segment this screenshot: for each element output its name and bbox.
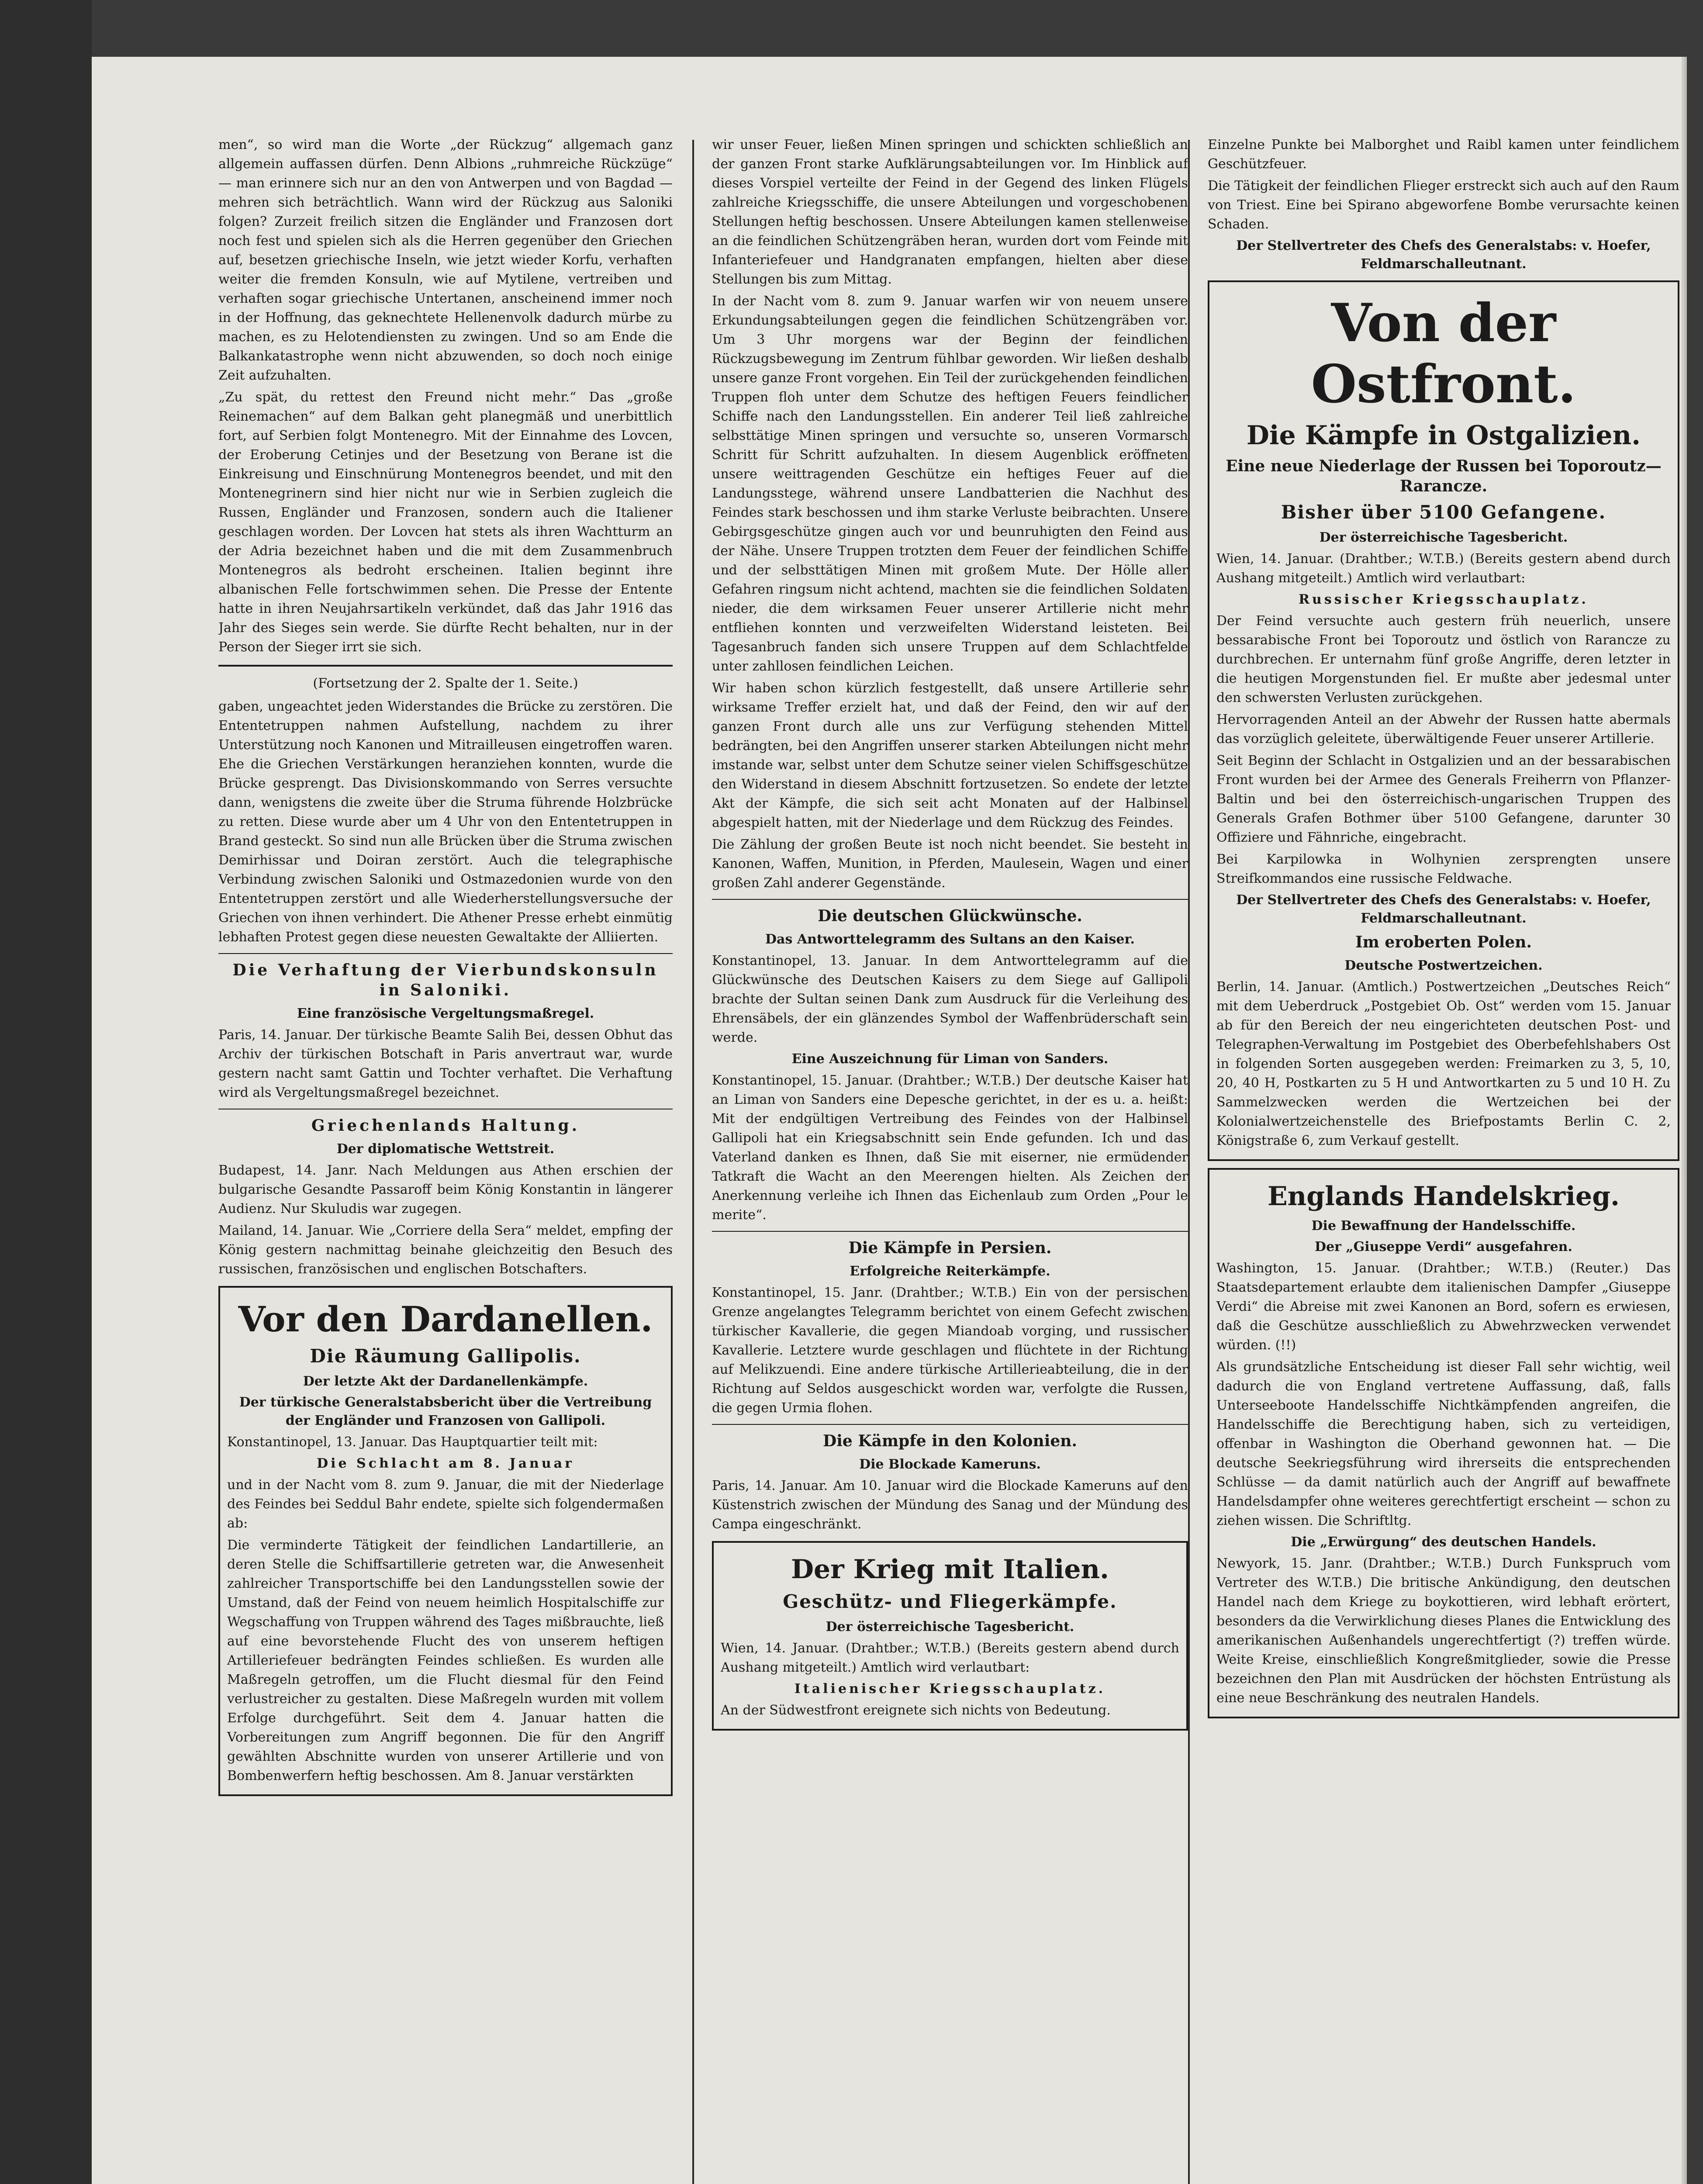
column-1 <box>218 135 673 2184</box>
article-paragraph: men“, so wird man die Worte „der Rückzug“ allgemach ganz allgemein auffassen dürfen. Denn Albions „ruhmreiche Rückzüge“ — man erinnere sich nur an den von Antwerpen und von Bagdad — mehren sich beträchtlich. Wann wird der Rückzug aus Saloniki folgen? Zurzeit freilich sitzen die Engländer und Franzosen dort noch fest und spielen sich als die Herren gegenüber den Griechen auf, besetzen griechische Inseln, wie jetzt wieder Korfu, verhaften weiter die fremden Konsuln, wie auf Mytilene, vertreiben und verhaften sogar griechische Untertanen, anscheinend immer noch in der Hoffnung, das geknechtete Hellenenvolk dadurch mürbe zu machen, es zu Helotendiensten zu zwingen. Und so am Ende die Balkankatastrophe wenn nicht abzuwenden, so doch noch einige Zeit aufzuhalten. <box>218 137 673 383</box>
article-paragraph: Einzelne Punkte bei Malborghet und Raibl kamen unter feindlichem Geschützfeuer. <box>1208 137 1679 172</box>
subheadline: Der diplomatische Wettstreit. <box>336 1141 555 1157</box>
article-paragraph: Paris, 14. Januar. Am 10. Januar wird die Blockade Kameruns auf den Küstenstrich zwischen der Mündung des Sanag und der Mündung des Campa eingeschränkt. <box>712 1478 1188 1532</box>
article-paragraph: Konstantinopel, 15. Januar. (Drahtber.; W.T.B.) Der deutsche Kaiser hat an Liman von Sanders eine Depesche gerichtet, in der es u. a. heißt: Mit der endgültigen Vertreibung des Feindes von der Halbinsel Gallipoli hat ein Kriegsabschnitt sein Ende gefunden. Ich und das Vaterland danken es Ihnen, daß Sie mit eiserner, nie ermüdender Tatkraft die Wacht an den Meerengen hielten. Als Zeichen der Anerkennung verleihe ich Ihnen das Eichenlaub zum Orden „Pour le merite“. <box>712 1073 1188 1223</box>
subheadline: Die Schlacht am 8. Januar <box>317 1456 574 1471</box>
article-paragraph: Wir haben schon kürzlich festgestellt, daß unsere Artillerie sehr wirksame Treffer erzielt hat, und daß der Feind, den wir auf der ganzen Front durch alle uns zur Verfügung stehenden Mittel bedrängten, bei den Angriffen unserer starken Abteilungen nicht mehr imstande war, selbst unter dem Schutze seiner vielen Schiffsgeschütze den Widerstand in diesem Abschnitt fortzusetzen. So endete der letzte Akt der Kämpfe, die sich seit acht Monaten auf der Halbinsel abgespielt hatten, mit der Niederlage und dem Rückzug des Feindes. <box>712 681 1188 830</box>
section-frame-dardanellen <box>218 1286 673 1796</box>
article-paragraph: Newyork, 15. Janr. (Drahtber.; W.T.B.) Durch Funkspruch vom Vertreter des W.T.B.) Die britische Ankündigung, den deutschen Handel nach dem Kriege zu boykottieren, wird lebhaft erörtert, besonders da die Verwirklichung dieses Planes die Entwicklung des amerikanischen Außenhandels ungerechtfertigt (?) treffen würde. Weite Kreise, einschließlich Kongreßmitglieder, sowie die Presse bezeichnen den Plan mit Ausdrücken der höchsten Entrüstung als eine neue Beschränkung des neutralen Handels. <box>1216 1556 1671 1706</box>
section-title: Englands Handelskrieg. <box>1267 1181 1620 1212</box>
headline: Die Kämpfe in Persien. <box>848 1239 1052 1257</box>
article-paragraph: Konstantinopel, 15. Janr. (Drahtber.; W.T.B.) Ein von der persischen Grenze angelangtes Telegramm berichtet von einem Gefecht zwischen türkischer Kavallerie, die gegen Miandoab vorging, und russischer Kavallerie. Letztere wurde geschlagen und flüchtete in der Richtung auf Melikzuendi. Eine andere türkische Artillerieabteilung, die in der Richtung auf Seldos ausgeschickt worden war, verfolgte die Russen, die gegen Urmia flohen. <box>712 1285 1188 1416</box>
article-paragraph: Konstantinopel, 13. Januar. In dem Antworttelegramm auf die Glückwünsche des Deutschen Kaisers zu dem Siege auf Gallipoli brachte der Sultan seinen Dank zum Ausdruck für die Verleihung des Ehrensäbels, der ein glänzendes Symbol der Waffenbrüderschaft sein werde. <box>712 953 1188 1045</box>
headline: Die Verhaftung der Vierbundskonsuln in Saloniki. <box>232 961 659 999</box>
subheadline: Erfolgreiche Reiterkämpfe. <box>850 1264 1050 1279</box>
subheadline: Russischer Kriegsschauplatz. <box>1299 592 1589 607</box>
subheadline: Der österreichische Tagesbericht. <box>826 1619 1074 1635</box>
article-paragraph: Die Zählung der großen Beute ist noch nicht beendet. Sie besteht in Kanonen, Waffen, Munition, in Pferden, Maulesein, Wagen und einer großen Zahl anderer Gegenstände. <box>712 837 1188 891</box>
headline: Eine neue Niederlage der Russen bei Toporoutz—Rarancze. <box>1226 457 1662 495</box>
subheadline: Italienischer Kriegsschauplatz. <box>794 1681 1106 1697</box>
subheadline: Die Bewaffnung der Handelsschiffe. <box>1311 1218 1576 1234</box>
article-paragraph: Berlin, 14. Januar. (Amtlich.) Postwertzeichen „Deutsches Reich“ mit dem Ueberdruck „Postgebiet Ob. Ost“ werden vom 15. Januar ab für den Bereich der neu eingerichteten deutschen Post- und Telegraphen-Verwaltung im Postgebiet des Oberbefehlshabers Ost in folgenden Sorten ausgegeben werden: Freimarken zu 3, 5, 10, 20, 40 H, Postkarten zu 5 H und Antwortkarten zu 5 und 10 H. Zu Sammelzwecken werden die Wertzeichen bei der Kolonialwertzeichenstelle des Briefpostamts Berlin C. 2, Königstraße 6, zum Verkauf gestellt. <box>1216 979 1671 1148</box>
divider <box>218 665 673 667</box>
section-title: Der Krieg mit Italien. <box>791 1554 1109 1585</box>
column-2 <box>712 135 1188 2184</box>
headline: Die Räumung Gallipolis. <box>310 1345 581 1367</box>
column-rule <box>692 140 694 2184</box>
column-3 <box>1208 135 1679 2184</box>
section-frame-ostfront <box>1208 280 1679 1161</box>
headline: Im eroberten Polen. <box>1355 933 1532 951</box>
article-paragraph: Budapest, 14. Janr. Nach Meldungen aus Athen erschien der bulgarische Gesandte Passaroff beim König Konstantin in längerer Audienz. Nur Skuludis war zugegen. <box>218 1163 673 1216</box>
continuation-note: (Fortsetzung der 2. Spalte der 1. Seite.) <box>313 676 578 691</box>
section-frame-england <box>1208 1168 1679 1718</box>
headline: Die deutschen Glückwünsche. <box>818 907 1082 925</box>
article-paragraph: Die verminderte Tätigkeit der feindlichen Landartillerie, an deren Stelle die Schiffsartillerie getreten war, die Anwesenheit zahlreicher Transportschiffe bei den Landungsstellen sowie der Umstand, daß der Feind von neuem heimlich Hospitalschiffe zur Wegschaffung von Truppen während des Tages mißbrauchte, ließ auf eine bevorstehende Flucht des von unserem heftigen Artilleriefeuer bedrängten Feindes schließen. Es wurden alle Maßregeln getroffen, um die Flucht diesmal für den Feind verlustreicher zu gestalten. Diese Maßregeln wurden mit vollem Erfolge durchgeführt. Seit dem 4. Januar hatten die Vorbereitungen zum Angriff begonnen. Die für den Angriff gewählten Abschnitte wurden von unserer Artillerie und von Bombenwerfern heftig beschossen. Am 8. Januar verstärkten <box>227 1538 664 1783</box>
article-paragraph: und in der Nacht vom 8. zum 9. Januar, die mit der Niederlage des Feindes bei Seddul Bahr endete, spielte sich folgendermaßen ab: <box>227 1477 664 1531</box>
headline: Griechenlands Haltung. <box>311 1116 580 1135</box>
newspaper-page <box>92 57 1682 2184</box>
subheadline: Eine französische Vergeltungsmaßregel. <box>297 1006 594 1021</box>
column-rule <box>1188 140 1190 2184</box>
article-paragraph: Hervorragenden Anteil an der Abwehr der Russen hatte abermals das vorzüglich geleitete, überwältigende Feuer unserer Artillerie. <box>1216 712 1671 746</box>
headline: Geschütz- und Fliegerkämpfe. <box>783 1591 1117 1612</box>
subheadline: Der letzte Akt der Dardanellenkämpfe. <box>303 1374 588 1389</box>
article-paragraph: Der Feind versuchte auch gestern früh neuerlich, unsere bessarabische Front bei Toporoutz und östlich von Rarancze zu durchbrechen. Er unternahm fünf große Angriffe, deren letzter in die heutigen Morgenstunden fiel. Er mußte aber jedesmal unter den schwersten Verlusten zurückgehen. <box>1216 613 1671 705</box>
article-paragraph: Washington, 15. Januar. (Drahtber.; W.T.B.) (Reuter.) Das Staatsdepartement erlaubte dem italienischen Dampfer „Giuseppe Verdi“ die Abreise mit zwei Kanonen an Bord, sofern es erwiesen, daß die Geschütze ausschließlich zu Abwehrzwecken verwendet würden. (!!) <box>1216 1261 1671 1353</box>
section-frame-italien <box>712 1541 1188 1731</box>
subheadline: Der türkische Generalstabsbericht über die Vertreibung der Engländer und Franzosen von Gallipoli. <box>239 1395 652 1428</box>
divider <box>218 953 673 954</box>
section-title: Vor den Dardanellen. <box>238 1299 653 1340</box>
article-paragraph: wir unser Feuer, ließen Minen springen und schickten schließlich an der ganzen Front starke Aufklärungsabteilungen vor. Im Hinblick auf dieses Vorspiel verteilte der Feind in der Gegend des linken Flügels zahlreiche Kriegsschiffe, die unsere Abteilungen und vorgeschobenen Stellungen heftig beschossen. Unsere Abteilungen kamen stellenweise an die feindlichen Schützengräben heran, wurden dort vom Feinde mit Infanteriefeuer und Handgranaten empfangen, hielten aber diese Stellungen bis zum Mittag. <box>712 137 1188 287</box>
article-paragraph: In der Nacht vom 8. zum 9. Januar warfen wir von neuem unsere Erkundungsabteilungen gegen die feindlichen Schützengräben vor. Um 3 Uhr morgens war der Beginn der feindlichen Rückzugsbewegung im Zentrum fühlbar geworden. Wir ließen deshalb unsere ganze Front vorgehen. Ein Teil der zurückgehenden feindlichen Truppen floh unter dem Schutze des heftigen Feuers feindlicher Schiffe nach den Landungsstellen. Ein anderer Teil ließ zahlreiche selbsttätige Minen springen und versuchte so, unseren Vormarsch Schritt für Schritt aufzuhalten. In diesem Augenblick eröffneten unsere weittragenden Geschütze ein heftiges Feuer auf die Landungsstege, während unsere Landbatterien die Nachhut des Feindes stark beschossen und ihm starke Verluste beibrachten. Unsere Gebirgsgeschütze gingen auch vor und beunruhigten den Feind aus der Nähe. Unsere Truppen trotzten dem Feuer der feindlichen Schiffe und der selbsttätigen Minen mit großem Mute. Der Hölle aller Gefahren ringsum nicht achtend, machten sie die feindlichen Soldaten nieder, die dem wirksamen Feuer unserer Artillerie nicht mehr entfliehen konnten und verzweifelten Widerstand leisteten. Bei Tagesanbruch fanden sich unsere Truppen auf dem Schlachtfelde unter zahllosen feindlichen Leichen. <box>712 294 1188 674</box>
article-paragraph: Die Tätigkeit der feindlichen Flieger erstreckt sich auch auf den Raum von Triest. Eine bei Spirano abgeworfene Bombe verursachte keinen Schaden. <box>1208 178 1679 232</box>
subheadline: Die Blockade Kameruns. <box>859 1457 1041 1472</box>
article-paragraph: Wien, 14. Januar. (Drahtber.; W.T.B.) (Bereits gestern abend durch Aushang mitgeteilt.) Amtlich wird verlautbart: <box>721 1641 1179 1675</box>
article-paragraph: Konstantinopel, 13. Januar. Das Hauptquartier teilt mit: <box>227 1434 598 1450</box>
subheadline: Eine Auszeichnung für Liman von Sanders. <box>791 1051 1109 1067</box>
page-edge-shadow <box>0 0 92 2184</box>
subheadline: Der österreichische Tagesbericht. <box>1319 530 1568 545</box>
article-paragraph: gaben, ungeachtet jeden Widerstandes die Brücke zu zerstören. Die Ententetruppen nahmen Aufstellung, nachdem zu ihrer Unterstützung noch Kanonen und Mitrailleusen eingetroffen waren. Ehe die Griechen Verstärkungen heranziehen konnten, wurde die Brücke gesprengt. Das Divisionskommando von Serres versuchte dann, wenigstens die zweite über die Struma führende Holzbrücke zu retten. Diese wurde aber um 4 Uhr von den Ententetruppen in Brand gesteckt. So sind nun alle Brücken über die Struma zwischen Demirhissar und Doiran zerstört. Auch die telegraphische Verbindung zwischen Saloniki und Ostmazedonien wurde von den Ententetruppen zerstört und alle Wiederherstellungsversuche der Griechen von ihnen verhindert. Die Athener Presse erhebt einmütig lebhaften Protest gegen diese neuesten Gewaltakte der Alliierten. <box>218 699 673 945</box>
divider <box>712 899 1188 900</box>
divider <box>712 1231 1188 1232</box>
article-paragraph: An der Südwestfront ereignete sich nichts von Bedeutung. <box>721 1703 1111 1718</box>
headline: Die Kämpfe in Ostgalizien. <box>1246 420 1641 451</box>
headline: Die Kämpfe in den Kolonien. <box>823 1432 1077 1450</box>
subheadline: Deutsche Postwertzeichen. <box>1344 958 1543 973</box>
divider <box>712 1424 1188 1425</box>
article-paragraph: Wien, 14. Januar. (Drahtber.; W.T.B.) (Bereits gestern abend durch Aushang mitgeteilt.) Amtlich wird verlautbart: <box>1216 551 1671 586</box>
headline: Bisher über 5100 Gefangene. <box>1281 501 1606 523</box>
section-title: Von der Ostfront. <box>1311 292 1576 415</box>
article-paragraph: Als grundsätzliche Entscheidung ist dieser Fall sehr wichtig, weil dadurch die von England vertretene Auffassung, daß, falls Unterseeboote Handelsschiffe Nichtkämpfenden angreifen, die Handelsschiffe die Berechtigung haben, sich zu verteidigen, offenbar in Washington die Oberhand gewonnen hat. — Die deutsche Seekriegsführung wird ihrerseits die entsprechenden Schlüsse — da damit natürlich auch der Angriff auf bewaffnete Handelsdampfer ohne weiteres gerechtfertigt erscheint — schon zu ziehen wissen. Die Schriftltg. <box>1216 1359 1671 1528</box>
article-paragraph: Bei Karpilowka in Wolhynien zersprengten unsere Streifkommandos eine russische Feldwache. <box>1216 852 1671 886</box>
subheadline: Die „Erwürgung“ des deutschen Handels. <box>1291 1534 1596 1550</box>
article-paragraph: Seit Beginn der Schlacht in Ostgalizien und an der bessarabischen Front wurden bei der Armee des Generals Freiherrn von Pflanzer-Baltin und bei den österreichisch-ungarischen Truppen des Generals Grafen Bothmer über 5100 Gefangene, darunter 30 Offiziere und Fähnriche, eingebracht. <box>1216 753 1671 845</box>
article-paragraph: „Zu spät, du rettest den Freund nicht mehr.“ Das „große Reinemachen“ auf dem Balkan geht planegmäß und unerbittlich fort, auf Serbien folgt Montenegro. Mit der Einnahme des Lovcen, der Eroberung Cetinjes und der Besetzung von Berane ist die Einkreisung und Einschnürung Montenegros beendet, und mit den Montenegrinern sind hier nicht nur wie in Serbien zugleich die Russen, Engländer und Franzosen, sondern auch die Italiener geschlagen worden. Der Lovcen hat stets als ihren Wachtturm an der Adria bezeichnet haben und die mit dem Zusammenbruch Montenegros als bedroht erscheinen. Italien beginnt ihre albanischen Felle fortschwimmen sehen. Die Presse der Entente hatte in ihren Neujahrsartikeln verkündet, daß das Jahr 1916 das Jahr des Sieges sein werde. Sie dürfte Recht behalten, nur in der Person der Sieger irrt sie sich. <box>218 390 673 655</box>
signature: Der Stellvertreter des Chefs des Generalstabs: v. Hoefer, Feldmarschalleutnant. <box>1236 892 1651 926</box>
signature: Der Stellvertreter des Chefs des Generalstabs: v. Hoefer, Feldmarschalleutnant. <box>1236 238 1651 272</box>
article-paragraph: Paris, 14. Januar. Der türkische Beamte Salih Bei, dessen Obhut das Archiv der türkischen Botschaft in Paris anvertraut war, wurde gestern nacht samt Gattin und Tochter verhaftet. Die Verhaftung wird als Vergeltungsmaßregel bezeichnet. <box>218 1027 673 1100</box>
article-paragraph: Mailand, 14. Januar. Wie „Corriere della Sera“ meldet, empfing der König gestern nachmittag beinahe gleichzeitig den Besuch des russischen, französischen und englischen Botschafters. <box>218 1223 673 1277</box>
subheadline: Das Antworttelegramm des Sultans an den Kaiser. <box>765 932 1135 947</box>
subheadline: Der „Giuseppe Verdi“ ausgefahren. <box>1315 1239 1572 1254</box>
